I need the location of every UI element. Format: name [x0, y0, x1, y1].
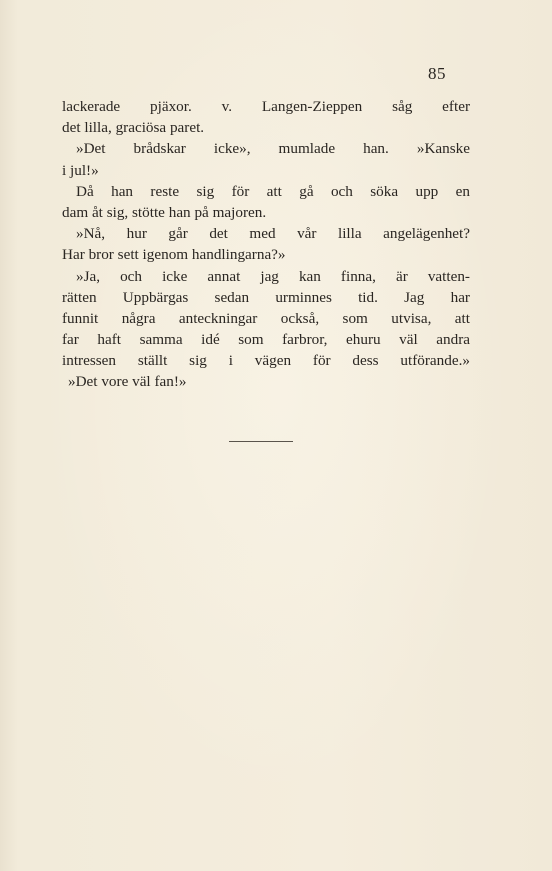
text-line: far haft samma idé som farbror, ehuru väl andra — [62, 331, 470, 349]
text-line: lackerade pjäxor. v. Langen-Zieppen såg efter — [62, 98, 470, 115]
text-line: det lilla, graciösa paret. — [62, 119, 205, 137]
page-number: 85 — [428, 64, 446, 83]
text-line: funnit några anteckningar också, som utvisa, att — [62, 309, 470, 327]
text-line: »Det brådskar icke», mumlade han. »Kanske — [76, 140, 470, 158]
text-line: dam åt sig, stötte han på majoren. — [62, 203, 267, 221]
text-line: »Det vore väl fan!» — [68, 373, 187, 391]
text-line: »Ja, och icke annat jag kan finna, är vatten- — [76, 267, 470, 285]
text-line: rätten Uppbärgas sedan urminnes tid. Jag har — [62, 288, 470, 306]
text-line: Har bror sett igenom handlingarna?» — [62, 246, 286, 264]
section-divider — [229, 441, 293, 442]
text-line: intressen ställt sig i vägen för dess utförande.» — [62, 352, 470, 370]
body-text — [62, 96, 470, 393]
text-line: »Nå, hur går det med vår lilla angelägenhet? — [76, 225, 470, 243]
text-line: i jul!» — [62, 161, 99, 179]
text-line: Då han reste sig för att gå och söka upp en — [76, 182, 470, 200]
